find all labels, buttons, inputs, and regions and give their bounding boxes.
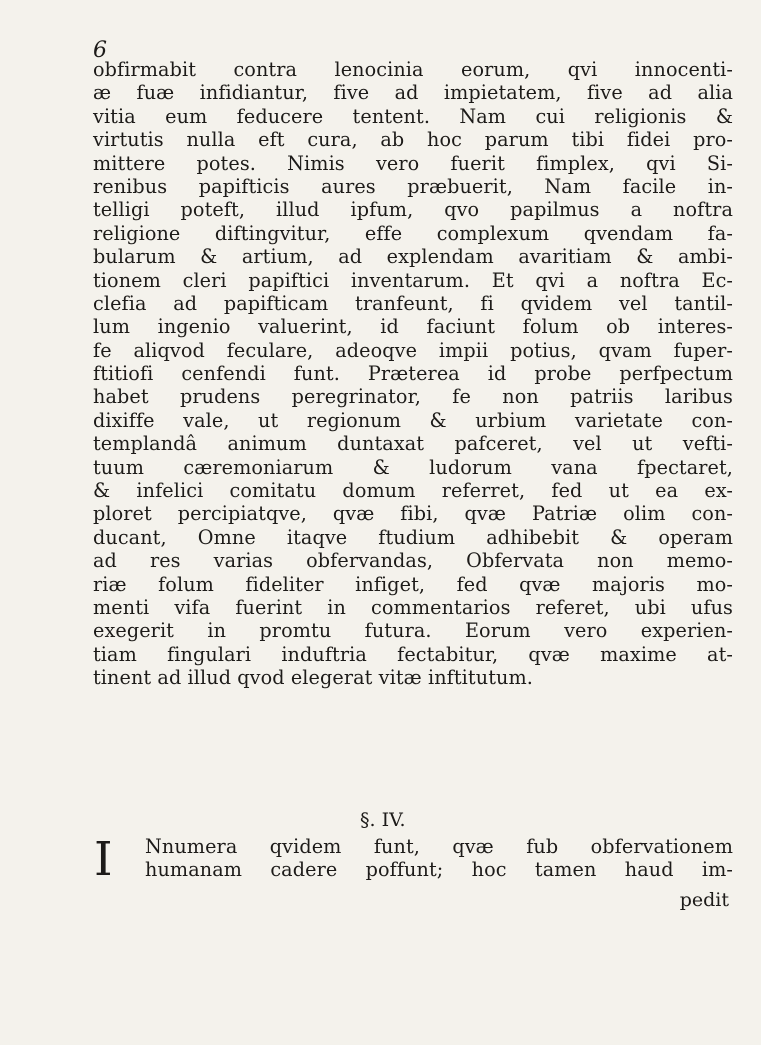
text-line: dixiffe vale, ut regionum & urbium varietate con- bbox=[93, 408, 733, 432]
text-line: ducant, Omne itaqve ftudium adhibebit & operam bbox=[93, 525, 733, 549]
text-line: Nnumera qvidem funt, qvæ fub obfervationem bbox=[145, 835, 733, 858]
catchword: pedit bbox=[679, 889, 729, 911]
text-line: bularum & artium, ad explendam avaritiam & ambi- bbox=[93, 245, 733, 269]
text-line: humanam cadere poffunt; hoc tamen haud im- bbox=[145, 858, 733, 882]
text-line: ad res varias obfervandas, Obfervata non memo- bbox=[93, 549, 733, 573]
text-line: ploret percipiatqve, qvæ fibi, qvæ Patriæ olim con- bbox=[93, 502, 733, 526]
text-line: clefia ad papifticam tranfeunt, fi qvidem vel tantil- bbox=[93, 291, 733, 315]
text-line: telligi poteft, illud ipfum, qvo papilmus a noftra bbox=[93, 198, 733, 222]
text-line: exegerit in promtu futura. Eorum vero experien- bbox=[93, 619, 733, 643]
drop-cap: I bbox=[94, 832, 113, 887]
text-line: obfirmabit contra lenocinia eorum, qvi innocenti- bbox=[93, 58, 733, 81]
text-line: riæ folum fideliter infiget, fed qvæ majoris mo- bbox=[93, 572, 733, 596]
text-line: & infelici comitatu domum referret, fed ut ea ex- bbox=[93, 479, 733, 503]
text-line: religione diftingvitur, effe complexum qvendam fa- bbox=[93, 221, 733, 245]
second-paragraph bbox=[145, 835, 733, 882]
text-line: renibus papifticis aures præbuerit, Nam facile in- bbox=[93, 174, 733, 198]
text-line: mittere potes. Nimis vero fuerit fimplex, qvi Si- bbox=[93, 151, 733, 175]
text-line: menti vifa fuerint in commentarios referet, ubi ufus bbox=[93, 595, 733, 619]
text-line: virtutis nulla eft cura, ab hoc parum tibi fidei pro- bbox=[93, 128, 733, 152]
text-line: vitia eum feducere tentent. Nam cui religionis & bbox=[93, 104, 733, 128]
text-line: templandâ animum duntaxat pafceret, vel ut vefti- bbox=[93, 432, 733, 456]
page-number: 6 bbox=[93, 38, 107, 63]
text-line: tiam fingulari induftria fectabitur, qvæ maxime at- bbox=[93, 642, 733, 666]
text-line: tionem cleri papiftici inventarum. Et qvi a noftra Ec- bbox=[93, 268, 733, 292]
text-line: tinent ad illud qvod elegerat vitæ inftitutum. bbox=[93, 666, 533, 690]
text-line: lum ingenio valuerint, id faciunt folum ob interes- bbox=[93, 315, 733, 339]
text-line: æ fuæ infidiantur, five ad impietatem, five ad alia bbox=[93, 81, 733, 105]
text-line: fe aliqvod feculare, adeoqve impii potius, qvam fuper- bbox=[93, 338, 733, 362]
section-heading: §. IV. bbox=[360, 809, 406, 831]
text-line: habet prudens peregrinator, fe non patriis laribus bbox=[93, 385, 733, 409]
main-paragraph bbox=[93, 58, 733, 690]
text-line: ftitiofi cenfendi funt. Præterea id probe perfpectum bbox=[93, 362, 733, 386]
text-line: tuum cæremoniarum & ludorum vana fpectaret, bbox=[93, 455, 733, 479]
